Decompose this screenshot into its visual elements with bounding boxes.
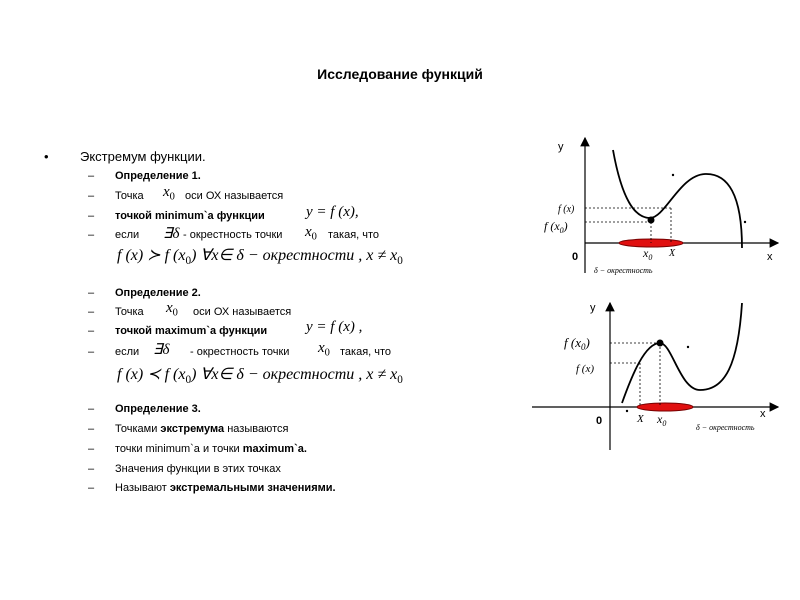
fx-label: f (x) (576, 363, 595, 375)
dot-mark (687, 346, 689, 348)
y-axis-label: y (590, 302, 596, 314)
def1-exists-delta: ∃δ (163, 226, 180, 242)
slide-title: Исследование функций (317, 66, 483, 82)
graph-maximum (520, 295, 790, 455)
x-axis-label: x (767, 251, 773, 263)
def2-line2: точкой maximum`а функции (115, 325, 268, 337)
def1-line1-a: Точка (115, 190, 144, 202)
def3-line4: Называют экстремальными значениями. (115, 482, 336, 494)
x0-label: $x_0$ (643, 246, 653, 262)
def1-line3-c: такая, что (328, 229, 380, 241)
dot-mark (672, 174, 674, 176)
graph-minimum (530, 130, 790, 280)
dash: – (88, 403, 95, 415)
dash: – (88, 287, 95, 299)
def2-line1-b: оси ОХ называется (193, 306, 292, 318)
dash: – (88, 482, 95, 494)
def1-heading: Определение 1. (115, 170, 201, 182)
def1-line3-b: - окрестность точки (183, 229, 283, 241)
def2-line3-c: такая, что (340, 346, 392, 358)
def1-x0: $x_0$ (305, 224, 317, 243)
dash: – (88, 346, 95, 358)
dot-mark (626, 410, 628, 412)
delta-label: δ − окрестность (594, 266, 653, 275)
fx0-label: f $(x_0)$ (544, 219, 568, 235)
def3-line1: Точками экстремума называются (115, 423, 289, 435)
def2-exists-delta: ∃δ (153, 342, 170, 358)
def2-x0: $x_0$ (318, 340, 330, 359)
dot-mark (744, 221, 746, 223)
fx0-label: f $(x_0)$ (564, 335, 590, 352)
def3-line2: точки minimum`а и точки maximum`а. (115, 443, 307, 455)
x-point-label: X (669, 248, 676, 259)
dash: – (88, 229, 95, 241)
def1-line1-b: оси ОХ называется (185, 190, 284, 202)
function-curve (613, 150, 742, 248)
dash: – (88, 210, 95, 222)
maximum-point (657, 340, 664, 347)
def1-line2: точкой minimum`а функции (115, 210, 265, 222)
def2-func: y = f (x) , (306, 319, 363, 335)
bullet-marker: • (44, 149, 49, 164)
x0-label: $x_0$ (657, 412, 667, 428)
def2-line3-a: если (115, 346, 140, 358)
def1-func: y = f (x), (306, 204, 359, 220)
bullet-extremum: Экстремум функции. (80, 149, 206, 164)
fx-label: f (x) (558, 204, 575, 215)
dash: – (88, 190, 95, 202)
dash: – (88, 463, 95, 475)
def2-line1-a: Точка (115, 306, 144, 318)
origin-label: 0 (596, 415, 603, 427)
dash: – (88, 443, 95, 455)
minimum-point (648, 217, 655, 224)
x-point-label: X (637, 413, 644, 425)
delta-label: δ − окрестность (696, 423, 755, 432)
dash: – (88, 170, 95, 182)
def1-x0: $x_0$ (163, 184, 175, 203)
def2-formula: f (x) ≺ f $(x_0)$ ∀x∈ δ − окрестности , $x \ne x_0$ (117, 366, 403, 386)
def2-heading: Определение 2. (115, 287, 201, 299)
y-axis-label: y (558, 141, 564, 153)
dash: – (88, 325, 95, 337)
def3-heading: Определение 3. (115, 403, 201, 415)
def1-formula: f (x) ≻ f $(x_0)$ ∀x∈ δ − окрестности , $x \ne x_0$ (117, 247, 403, 267)
def2-x0: $x_0$ (166, 300, 178, 319)
x-axis-label: x (760, 408, 766, 420)
def2-line3-b: - окрестность точки (190, 346, 290, 358)
origin-label: 0 (572, 251, 579, 263)
delta-neighborhood (637, 403, 693, 411)
dash: – (88, 423, 95, 435)
def3-line3: Значения функции в этих точках (115, 463, 281, 475)
dash: – (88, 306, 95, 318)
def1-line3-a: если (115, 229, 140, 241)
